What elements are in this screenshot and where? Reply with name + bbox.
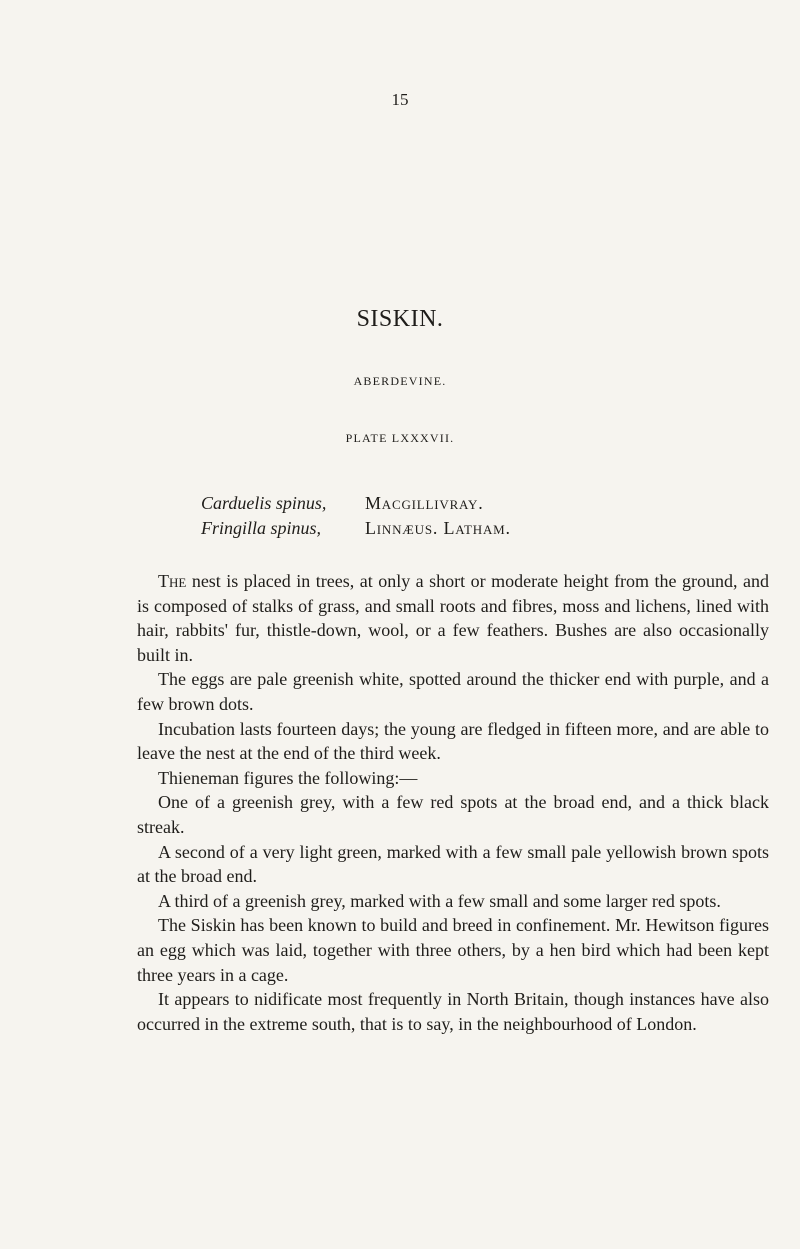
paragraph-text: It appears to nidificate most frequently in North Britain, though instances have also occurred in the extreme south, that is to say, in the neighbourhood of London. (137, 989, 769, 1034)
paragraph (137, 790, 769, 839)
paragraph-text: The Siskin has been known to build and breed in confinement. Mr. Hewitson figures an egg which was laid, together with three others, by a hen bird which had been kept three years in a cage. (137, 915, 769, 985)
paragraph (137, 889, 769, 914)
plate-number: PLATE LXXXVII. (345, 431, 455, 445)
paragraph (137, 569, 769, 667)
paragraph (137, 987, 769, 1036)
authority-name: Linnæus. Latham. (365, 518, 511, 538)
paragraph (137, 766, 769, 791)
paragraph (137, 717, 769, 766)
paragraph (137, 913, 769, 987)
paragraph-text: Incubation lasts fourteen days; the young are fledged in fifteen more, and are able to leave the nest at the end of the third week. (137, 718, 769, 764)
paragraph (137, 840, 769, 889)
paragraph (137, 667, 769, 716)
page-number: 15 (391, 90, 409, 109)
paragraph-text: The eggs are pale greenish white, spotted around the thicker end with purple, and a few brown dots. (137, 669, 769, 714)
paragraph-text: nest is placed in trees, at only a short or moderate height from the ground, and is composed of stalks of grass, and small roots and fibres, moss and lichens, lined with hair, rabbits' fur, thistle-down, wool, or a few feathers. Bushes are also occasionally built in. (137, 571, 769, 665)
synonym-row (201, 493, 761, 517)
page-subtitle: ABERDEVINE. (353, 374, 447, 388)
authority-name: Macgillivray. (365, 493, 484, 513)
paragraph-text: Thieneman figures the following:— (158, 767, 418, 788)
body-text (137, 569, 769, 1036)
paragraph-text: A second of a very light green, marked with a few small pale yellowish brown spots at the broad end. (137, 841, 769, 887)
lead-word: The (158, 571, 187, 591)
synonym-row (201, 518, 761, 542)
paragraph-text: A third of a greenish grey, marked with a few small and some larger red spots. (158, 890, 721, 911)
paragraph-text: One of a greenish grey, with a few red spots at the broad end, and a thick black streak. (137, 792, 769, 837)
page-title: SISKIN. (356, 306, 444, 332)
latin-name: Fringilla spinus, (201, 518, 322, 538)
latin-name: Carduelis spinus, (201, 493, 327, 513)
